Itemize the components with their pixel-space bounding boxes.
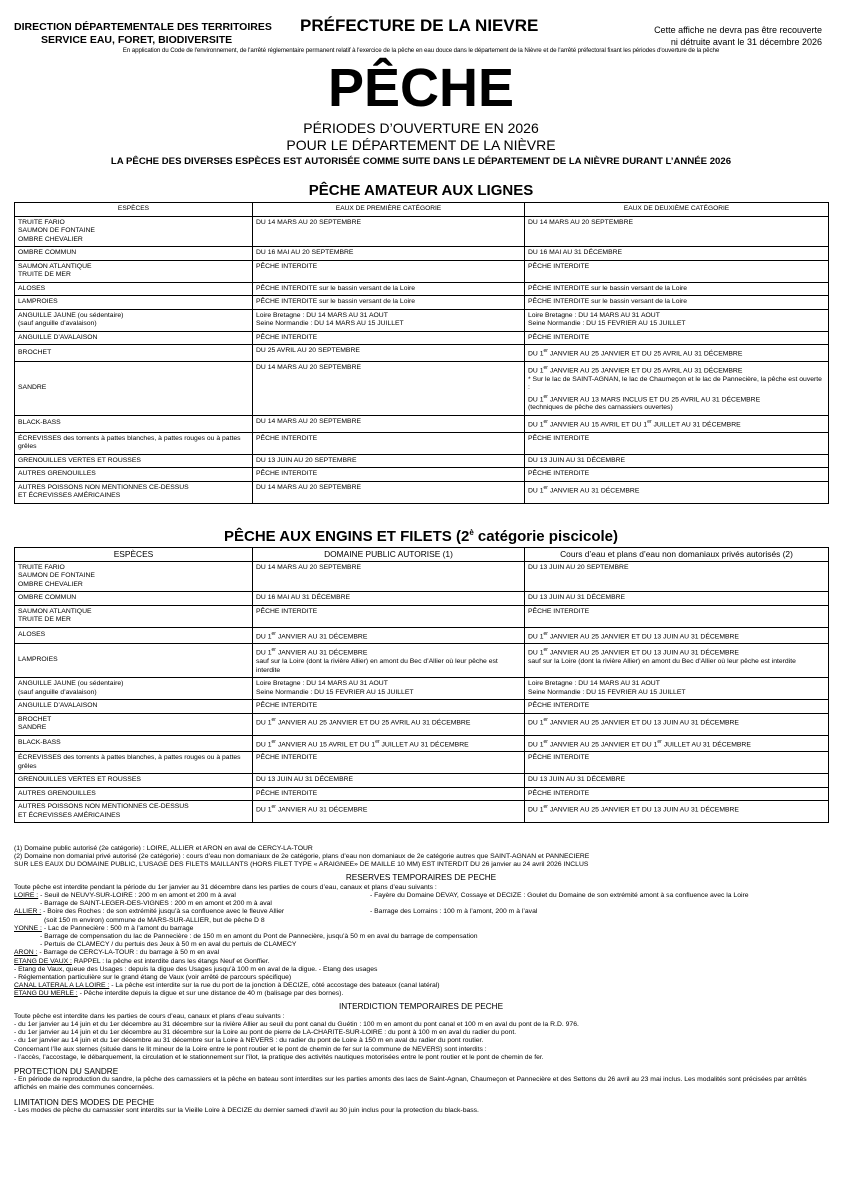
period-cell: Loire Bretagne : DU 14 MARS AU 31 AOUT Seine Normandie : DU 15 FEVRIER AU 15 JUILLET	[253, 678, 525, 700]
species-cell: TRUITE FARIO SAUMON DE FONTAINE OMBRE CHEVALIER	[15, 561, 253, 592]
section-nets-title-end: catégorie piscicole)	[473, 528, 618, 545]
period-cell: DU 14 MARS AU 20 SEPTEMBRE	[253, 361, 525, 415]
period-cell: DU 1er JANVIER AU 31 DÉCEMBRE sauf sur la Loire (dont la rivière Allier) en amont du Bec d’Allier où leur pêche est interdite	[253, 644, 525, 678]
period-cell: PÊCHE INTERDITE sur le bassin versant de la Loire	[525, 296, 829, 310]
period-cell: PÊCHE INTERDITE	[253, 331, 525, 345]
sandre-title: PROTECTION DU SANDRE	[14, 1067, 119, 1077]
table-row	[15, 415, 829, 432]
table-row	[15, 592, 829, 606]
period-cell: DU 16 MAI AU 31 DÉCEMBRE	[253, 592, 525, 606]
reserve-merle-label: ETANG DU MERLE :	[14, 990, 78, 998]
species-cell: ANGUILLE D’AVALAISON	[15, 331, 253, 345]
authorization-statement: LA PÊCHE DES DIVERSES ESPÈCES EST AUTORISÉE COMME SUITE DANS LE DÉPARTEMENT DE LA NIÈVRE DURANT L’ANNÉE 2026	[110, 156, 732, 167]
period-cell: DU 1er JANVIER AU 25 JANVIER ET DU 13 JUIN AU 31 DÉCEMBRE	[525, 713, 829, 735]
interdiction-line: - du 1er janvier au 14 juin et du 1er décembre au 31 décembre sur la rivière Allier au seuil du pont canal du Guétin : 100 m en amont du pont canal et 100 m en aval du pont de la R.D. 976.	[14, 1021, 579, 1029]
table-row	[15, 713, 829, 735]
amateur-fishing-table	[14, 202, 829, 504]
table-row	[15, 216, 829, 247]
period-cell: DU 1er JANVIER AU 25 JANVIER ET DU 13 JUIN AU 31 DÉCEMBRE sauf sur la Loire (dont la rivière Allier) en amont du Bec d’Allier où leur pêche est interdite	[525, 644, 829, 678]
column-header: ESPÈCES	[15, 203, 253, 217]
reserve-yonne-label: YONNE :	[14, 924, 42, 932]
interdiction-line: - du 1er janvier au 14 juin et du 1er décembre au 31 décembre sur la Loire à NEVERS : du radier du pont de Loire à 150 m en aval du radier du pont routier.	[14, 1037, 484, 1045]
period-cell: PÊCHE INTERDITE	[253, 260, 525, 282]
species-cell: BLACK-BASS	[15, 735, 253, 752]
table-row	[15, 296, 829, 310]
period-cell: DU 16 MAI AU 31 DÉCEMBRE	[525, 247, 829, 261]
prefecture-title: PRÉFECTURE DE LA NIEVRE	[300, 16, 539, 35]
reserve-loire-label: LOIRE :	[14, 892, 39, 900]
period-cell: DU 1er JANVIER AU 25 JANVIER ET DU 13 JUIN AU 31 DÉCEMBRE	[525, 801, 829, 823]
reserve-canal-label: CANAL LATERAL A LA LOIRE :	[14, 982, 110, 990]
species-cell: BROCHET	[15, 345, 253, 362]
species-cell: OMBRE COMMUN	[15, 592, 253, 606]
reserve-yonne-a: - Lac de Pannecière : 500 m à l’amont du barrage	[43, 924, 194, 932]
period-cell: DU 13 JUIN AU 31 DÉCEMBRE	[525, 774, 829, 788]
period-cell: DU 14 MARS AU 20 SEPTEMBRE	[253, 415, 525, 432]
species-cell: SAUMON ATLANTIQUE TRUITE DE MER	[15, 605, 253, 627]
table-row	[15, 361, 829, 415]
reserve-loire-a: - Seuil de NEUVY-SUR-LOIRE : 200 m en amont et 200 m à aval	[40, 892, 236, 900]
table-row	[15, 561, 829, 592]
species-cell: ANGUILLE JAUNE (ou sédentaire) (sauf anguille d’avalaison)	[15, 309, 253, 331]
period-cell: Loire Bretagne : DU 14 MARS AU 31 AOUT Seine Normandie : DU 15 FEVRIER AU 15 JUILLET	[525, 678, 829, 700]
period-cell: DU 1er JANVIER AU 31 DÉCEMBRE	[253, 627, 525, 644]
table-row	[15, 247, 829, 261]
species-cell: AUTRES POISSONS NON MENTIONNES CE-DESSUS ET ÉCREVISSES AMÉRICAINES	[15, 481, 253, 503]
period-cell: PÊCHE INTERDITE	[525, 468, 829, 482]
species-cell: LAMPROIES	[15, 644, 253, 678]
table-row	[15, 282, 829, 296]
column-header: EAUX DE PREMIÈRE CATÉGORIE	[253, 203, 525, 217]
period-cell: DU 1er JANVIER AU 25 JANVIER ET DU 13 JUIN AU 31 DÉCEMBRE	[525, 627, 829, 644]
sandre-text: - En période de reproduction du sandre, la pêche des carnassiers et la pêche en bateau sont interdites sur les parties amonts des lacs de Saint-Agnan, Chaumeçon et Pannecière et des Settons du 26 avril au 23 mai inclus. Les modalités sont précisées par arrêtés affichés en mairie des communes concernées.	[14, 1076, 807, 1092]
table-row	[15, 432, 829, 454]
period-cell: DU 14 MARS AU 20 SEPTEMBRE	[525, 216, 829, 247]
species-cell: ÉCREVISSES des torrents à pattes blanches, à pattes rouges ou à pattes grêles	[15, 432, 253, 454]
note-domain-private: (2) Domaine non domanial privé autorisé (2e catégorie) : cours d’eau non domaniaux de 2e catégorie, plans d’eau non domaniaux de 2e catégorie autres que SAINT-AGNAN et PANNECIERE	[14, 853, 590, 861]
period-cell: DU 13 JUIN AU 20 SEPTEMBRE	[525, 561, 829, 592]
subtitle-periods: PÉRIODES D’OUVERTURE EN 2026	[303, 120, 539, 136]
table-row	[15, 774, 829, 788]
reserve-allier-a: - Boire des Roches : de son extrémité jusqu’à sa confluence avec le fleuve Allier	[43, 908, 285, 916]
posting-notice-line-2: ni détruite avant le 31 décembre 2026	[670, 37, 822, 47]
species-cell: OMBRE COMMUN	[15, 247, 253, 261]
reserves-title: RESERVES TEMPORAIRES DE PECHE	[345, 872, 497, 882]
reserve-vaux-b: - Etang de Vaux, queue des Usages : depuis la digue des Usages jusqu’à 100 m en aval de la digue. - Etang des usages	[14, 965, 378, 973]
interdiction-line: - l’accès, l’accostage, le débarquement, la circulation et le stationnement sur l’îlot, la pratique des activités nautiques motorisées entre le pont routier et le pont de chemin de fer.	[14, 1053, 544, 1061]
period-cell: PÊCHE INTERDITE	[525, 752, 829, 774]
reserve-yonne-c: - Pertuis de CLAMECY / du pertuis des Jeux à 50 m en aval du pertuis de CLAMECY	[40, 941, 297, 949]
period-cell: DU 14 MARS AU 20 SEPTEMBRE	[253, 481, 525, 503]
table-row	[15, 735, 829, 752]
section-nets-title	[0, 528, 842, 545]
period-cell: PÊCHE INTERDITE	[525, 605, 829, 627]
period-cell: PÊCHE INTERDITE	[253, 700, 525, 714]
period-cell: DU 1er JANVIER AU 31 DÉCEMBRE	[253, 801, 525, 823]
species-cell: SANDRE	[15, 361, 253, 415]
species-cell: ALOSES	[15, 282, 253, 296]
species-cell: AUTRES GRENOUILLES	[15, 468, 253, 482]
reserves-intro: Toute pêche est interdite pendant la période du 1er janvier au 31 décembre dans les parties de cours d’eau, canaux et plans d’eau suivants :	[14, 883, 437, 891]
interdiction-line: - du 1er janvier au 14 juin et du 1er décembre au 31 décembre sur la Loire au pont de pierre de LA-CHARITE-SUR-LOIRE : du pont à 100 m en aval du radier du pont.	[14, 1029, 517, 1037]
period-cell: Loire Bretagne : DU 14 MARS AU 31 AOUT Seine Normandie : DU 14 MARS AU 15 JUILLET	[253, 309, 525, 331]
reserve-aron-label: ARON :	[14, 949, 38, 957]
period-cell: DU 14 MARS AU 20 SEPTEMBRE	[253, 216, 525, 247]
table-row	[15, 260, 829, 282]
table-row	[15, 627, 829, 644]
interdiction-line: Concernant l’île aux sternes (située dans le lit mineur de la Loire entre le pont routier et le pont de chemin de fer sur la commune de NEVERS) sont interdits :	[14, 1045, 487, 1053]
reserve-vaux-a: RAPPEL : la pêche est interdite dans les étangs Neuf et Gonffier.	[73, 957, 270, 965]
period-cell: DU 1er JANVIER AU 25 JANVIER ET DU 1er JUILLET AU 31 DÉCEMBRE	[525, 735, 829, 752]
table-row	[15, 454, 829, 468]
reserve-canal-a: - La pêche est interdite sur la rue du port de la jonction à DECIZE, côté accostage des bateaux (canal latéral)	[111, 982, 440, 990]
table-row	[15, 678, 829, 700]
posting-notice-line-1: Cette affiche ne devra pas être recouverte	[654, 25, 822, 35]
period-cell: DU 1er JANVIER AU 25 JANVIER ET DU 25 AVRIL AU 31 DÉCEMBRE	[253, 713, 525, 735]
reserve-loire-b: - Fayère du Domaine DEVAY, Cossaye et DECIZE : Goulet du Domaine de son extrémité amont à sa confluence avec la Loire	[370, 892, 749, 900]
period-cell: DU 14 MARS AU 20 SEPTEMBRE	[253, 561, 525, 592]
species-cell: BLACK-BASS	[15, 415, 253, 432]
column-header: ESPÈCES	[15, 548, 253, 562]
reserve-allier-label: ALLIER :	[14, 908, 42, 916]
species-cell: ALOSES	[15, 627, 253, 644]
species-cell: ANGUILLE D’AVALAISON	[15, 700, 253, 714]
table-row	[15, 345, 829, 362]
section-nets-title-sup: è	[469, 528, 474, 537]
nets-fishing-table	[14, 547, 829, 823]
table-row	[15, 481, 829, 503]
period-cell: PÊCHE INTERDITE	[253, 432, 525, 454]
period-cell: PÊCHE INTERDITE	[253, 468, 525, 482]
reserve-vaux-c: - Réglementation particulière sur le grand étang de Vaux (voir arrêté de parcours spécifique)	[14, 974, 292, 982]
subtitle	[0, 120, 842, 154]
species-cell: AUTRES POISSONS NON MENTIONNES CE-DESSUS ET ÉCREVISSES AMÉRICAINES	[15, 801, 253, 823]
legal-intro: En application du Code de l'environnement, de l'arrêté réglementaire permanent relatif à l'exercice de la pêche en eau douce dans le département de la Nièvre et de l'arrêté préfectoral fixant les périodes d'ouverture de la pêche	[122, 47, 720, 54]
reserve-yonne-b: - Barrage de compensation du lac de Pannecière : de 150 m en amont du Pont de Pannecière, jusqu’à 50 m en aval du barrage de compensation	[40, 933, 478, 941]
period-cell: PÊCHE INTERDITE	[525, 331, 829, 345]
period-cell: Loire Bretagne : DU 14 MARS AU 31 AOUT Seine Normandie : DU 15 FEVRIER AU 15 JUILLET	[525, 309, 829, 331]
period-cell: PÊCHE INTERDITE	[253, 605, 525, 627]
species-cell: GRENOUILLES VERTES ET ROUSSES	[15, 454, 253, 468]
limitation-title: LIMITATION DES MODES DE PECHE	[14, 1097, 155, 1107]
period-cell: PÊCHE INTERDITE	[253, 787, 525, 801]
species-cell: BROCHET SANDRE	[15, 713, 253, 735]
table-row	[15, 309, 829, 331]
period-cell: DU 13 JUIN AU 20 SEPTEMBRE	[253, 454, 525, 468]
table-row	[15, 801, 829, 823]
issuer-line-2: SERVICE EAU, FORET, BIODIVERSITE	[41, 34, 233, 46]
reserve-vaux-label: ETANG DE VAUX :	[14, 957, 72, 965]
table-row	[15, 644, 829, 678]
period-cell: PÊCHE INTERDITE	[525, 700, 829, 714]
period-cell: PÊCHE INTERDITE sur le bassin versant de la Loire	[253, 282, 525, 296]
species-cell: GRENOUILLES VERTES ET ROUSSES	[15, 774, 253, 788]
period-cell: DU 1er JANVIER AU 15 AVRIL ET DU 1er JUILLET AU 31 DÉCEMBRE	[253, 735, 525, 752]
subtitle-department: POUR LE DÉPARTEMENT DE LA NIÈVRE	[286, 137, 556, 153]
issuer	[14, 21, 272, 47]
period-cell: DU 25 AVRIL AU 20 SEPTEMBRE	[253, 345, 525, 362]
column-header: EAUX DE DEUXIÈME CATÉGORIE	[525, 203, 829, 217]
species-cell: SAUMON ATLANTIQUE TRUITE DE MER	[15, 260, 253, 282]
period-cell: DU 13 JUIN AU 31 DÉCEMBRE	[253, 774, 525, 788]
interdiction-title: INTERDICTION TEMPORAIRES DE PECHE	[338, 1001, 504, 1011]
period-cell: PÊCHE INTERDITE	[525, 787, 829, 801]
main-title: PÊCHE	[327, 58, 515, 118]
period-cell: PÊCHE INTERDITE	[525, 260, 829, 282]
period-cell: DU 1er JANVIER AU 31 DÉCEMBRE	[525, 481, 829, 503]
reserve-aron-a: - Barrage de CERCY-LA-TOUR : du barrage à 50 m en aval	[39, 949, 220, 957]
species-cell: ANGUILLE JAUNE (ou sédentaire) (sauf anguille d’avalaison)	[15, 678, 253, 700]
reserve-merle-a: - Pêche interdite depuis la digue et sur une distance de 40 m (balisage par des bornes).	[79, 990, 344, 998]
table-row	[15, 787, 829, 801]
period-cell: DU 13 JUIN AU 31 DÉCEMBRE	[525, 454, 829, 468]
column-header: Cours d’eau et plans d’eau non domaniaux privés autorisés (2)	[525, 548, 829, 562]
table-row	[15, 700, 829, 714]
section-amateur-title: PÊCHE AMATEUR AUX LIGNES	[308, 182, 534, 199]
species-cell: TRUITE FARIO SAUMON DE FONTAINE OMBRE CHEVALIER	[15, 216, 253, 247]
regulations-text	[14, 845, 828, 1115]
posting-notice	[654, 24, 822, 48]
period-cell: DU 13 JUIN AU 31 DÉCEMBRE	[525, 592, 829, 606]
table-row	[15, 331, 829, 345]
issuer-line-1: DIRECTION DÉPARTEMENTALE DES TERRITOIRES	[14, 21, 272, 33]
period-cell: DU 1er JANVIER AU 25 JANVIER ET DU 25 AVRIL AU 31 DÉCEMBRE	[525, 345, 829, 362]
species-cell: AUTRES GRENOUILLES	[15, 787, 253, 801]
reserve-allier-b: - Barrage des Lorrains : 100 m à l’amont, 200 m à l’aval	[370, 908, 538, 916]
table-row	[15, 468, 829, 482]
interdiction-intro: Toute pêche est interdite dans les parties de cours d’eau, canaux et plans d’eau suivants :	[14, 1012, 285, 1020]
note-domain-public: (1) Domaine public autorisé (2e catégorie) : LOIRE, ALLIER et ARON en aval de CERCY-LA-TOUR	[14, 845, 313, 852]
period-cell: DU 16 MAI AU 20 SEPTEMBRE	[253, 247, 525, 261]
reserve-allier-c: (soit 150 m environ) commune de MARS-SUR-ALLIER, but de pêche D 8	[44, 916, 265, 924]
period-cell: PÊCHE INTERDITE	[525, 432, 829, 454]
period-cell: DU 1er JANVIER AU 15 AVRIL ET DU 1er JUILLET AU 31 DÉCEMBRE	[525, 415, 829, 432]
period-cell: PÊCHE INTERDITE	[253, 752, 525, 774]
reserve-loire-c: - Barrage de SAINT-LEGER-DES-VIGNES : 200 m en amont et 200 m à aval	[40, 900, 272, 908]
species-cell: ÉCREVISSES des torrents à pattes blanches, à pattes rouges ou à pattes grêles	[15, 752, 253, 774]
table-row	[15, 752, 829, 774]
limitation-text: - Les modes de pêche du carnassier sont interdits sur la Vieille Loire à DECIZE du dernier samedi d’avril au 30 juin inclus pour la protection du black-bass.	[14, 1106, 479, 1114]
section-nets-title-main: PÊCHE AUX ENGINS ET FILETS (2	[224, 528, 470, 545]
species-cell: LAMPROIES	[15, 296, 253, 310]
period-cell: PÊCHE INTERDITE sur le bassin versant de la Loire	[253, 296, 525, 310]
column-header: DOMAINE PUBLIC AUTORISE (1)	[253, 548, 525, 562]
table-row	[15, 605, 829, 627]
period-cell: DU 1er JANVIER AU 25 JANVIER ET DU 25 AVRIL AU 31 DÉCEMBRE * Sur le lac de SAINT-AGNAN, le lac de Chaumeçon et le lac de Pannecière, la pêche est ouverte : DU 1er JANVIER AU 13 MARS INCLUS ET DU 25 AVRIL AU 31 DÉCEMBRE (techniques de pêche des carnassiers ouvertes)	[525, 361, 829, 415]
note-nets-ban: SUR LES EAUX DU DOMAINE PUBLIC, L’USAGE DES FILETS MAILLANTS (HORS FILET TYPE « ARAIGNEE» DE MAILLE 10 MM) EST INTERDIT DU 26 janvier au 24 avril 2026 INCLUS	[14, 861, 589, 869]
period-cell: PÊCHE INTERDITE sur le bassin versant de la Loire	[525, 282, 829, 296]
